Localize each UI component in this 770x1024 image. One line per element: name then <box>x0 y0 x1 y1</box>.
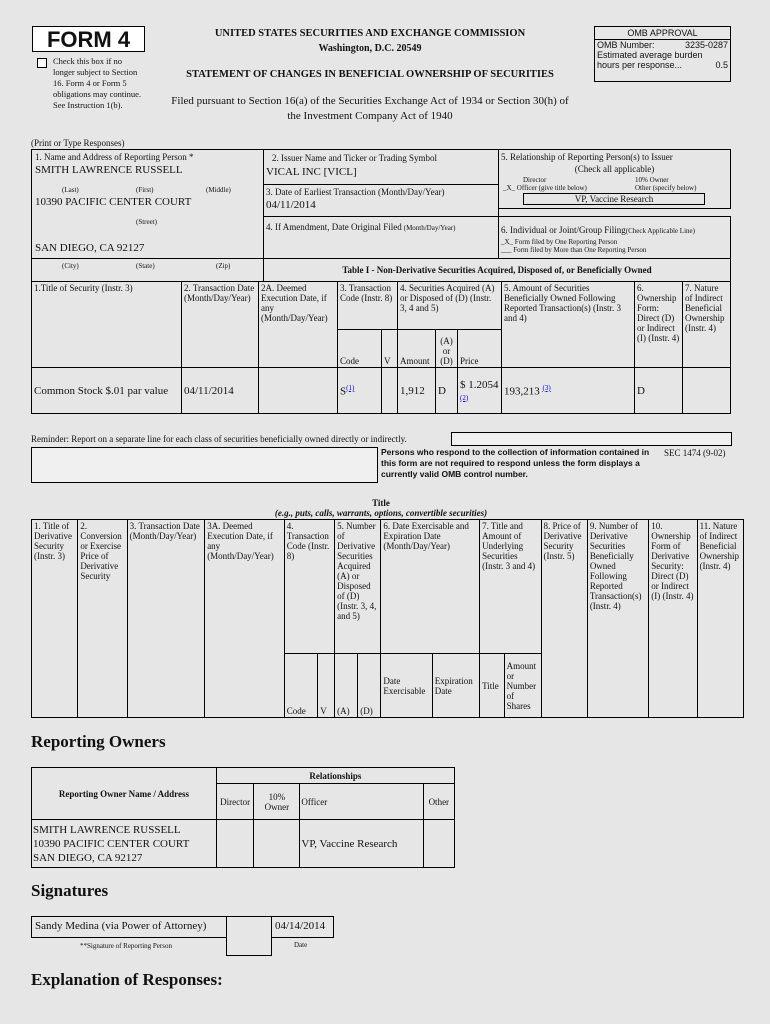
statement-title: STATEMENT OF CHANGES IN BENEFICIAL OWNERSHIP OF SECURITIES <box>186 69 554 80</box>
reporting-owners-table <box>31 767 455 868</box>
print-note: (Print or Type Responses) <box>31 138 125 148</box>
omb-burden: Estimated average burden <box>597 50 703 60</box>
t1-aord: (A) or (D) <box>436 330 458 368</box>
ro-relationships: Relationships <box>216 768 454 784</box>
box5-label: 5. Relationship of Reporting Person(s) to Issuer <box>501 152 673 162</box>
box-3 <box>263 184 499 217</box>
box-5 <box>498 149 731 209</box>
table1-title-cell <box>263 258 731 282</box>
t1-h6: 6. Ownership Form: Direct (D) or Indirect (I) (Instr. 4) <box>635 282 683 368</box>
explanation-heading: Explanation of Responses: <box>31 970 223 989</box>
ro-owner-addr1: 10390 PACIFIC CENTER COURT <box>33 837 190 850</box>
signature-label: **Signature of Reporting Person <box>80 942 172 950</box>
t1-code: Code <box>338 330 382 368</box>
box2-label: 2. Issuer Name and Ticker or Trading Symbol <box>272 153 437 163</box>
table-1 <box>31 281 731 414</box>
ro-owner-officer: VP, Vaccine Research <box>300 820 423 868</box>
t2-d: (D) <box>358 654 381 718</box>
reporting-city: SAN DIEGO, CA 92127 <box>35 242 145 254</box>
middle-label: (Middle) <box>206 186 231 194</box>
director-option: Director <box>523 176 547 184</box>
reporting-owners-heading: Reporting Owners <box>31 732 166 751</box>
filed-line-1: Filed pursuant to Section 16(a) of the Securities Exchange Act of 1934 or Section 30(h) of <box>171 95 569 107</box>
t1-row-title: Common Stock $.01 par value <box>32 368 182 414</box>
ro-officer: Officer <box>300 784 423 820</box>
t1-row-code: S <box>340 385 347 398</box>
sec-code: SEC 1474 (9-02) <box>664 448 726 458</box>
table-2 <box>31 519 744 718</box>
filed-line-2: the Investment Company Act of 1940 <box>287 110 453 122</box>
t1-amount: Amount <box>398 330 436 368</box>
checkbox-text: Check this box if no longer subject to Section 16. Form 4 or Form 5 obligations may continue. See Instruction 1(b). <box>53 56 142 110</box>
table-row <box>32 368 731 414</box>
t2-h4: 4. Transaction Code (Instr. 8) <box>284 520 334 654</box>
t2-h7: 7. Title and Amount of Underlying Securities (Instr. 3 and 4) <box>480 520 541 654</box>
omb-box <box>594 26 731 82</box>
t2-code: Code <box>284 654 318 718</box>
t1-row-form: D <box>635 368 683 414</box>
box-4 <box>263 216 499 259</box>
issuer-name: VICAL INC [VICL] <box>266 166 357 178</box>
agency-name: UNITED STATES SECURITIES AND EXCHANGE COMMISSION <box>214 28 526 39</box>
ro-owner10: 10% Owner <box>254 784 300 820</box>
t2-h3a: 3A. Deemed Execution Date, if any (Month/Day/Year) <box>205 520 285 718</box>
t1-h2a: 2A. Deemed Execution Date, if any (Month/Day/Year) <box>259 282 338 368</box>
city-label: (City) <box>62 262 79 270</box>
omb-hours-label: hours per response... <box>597 60 683 70</box>
t2-h11: 11. Nature of Indirect Beneficial Ownership (Instr. 4) <box>697 520 743 718</box>
blank-box <box>31 447 378 483</box>
reminder-text: Reminder: Report on a separate line for each class of securities beneficially owned directly or indirectly. <box>31 434 407 444</box>
checkbox[interactable] <box>37 58 47 68</box>
t2-h9: 9. Number of Derivative Securities Beneficially Owned Following Reported Transaction(s) (Instr. 4) <box>587 520 648 718</box>
table-row <box>32 820 455 868</box>
table2-subtitle: (e.g., puts, calls, warrants, options, convertible securities) <box>274 508 488 518</box>
t1-row-aord: D <box>436 368 458 414</box>
one-person-option: _X_ Form filed by One Reporting Person <box>501 238 618 246</box>
zip-label: (Zip) <box>216 262 231 270</box>
t1-h4: 4. Securities Acquired (A) or Disposed of (D) (Instr. 3, 4 and 5) <box>398 282 502 330</box>
reporting-address: 10390 PACIFIC CENTER COURT <box>35 196 192 208</box>
t1-v: V <box>382 330 398 368</box>
signature-spacer <box>226 916 272 956</box>
more-persons-option: ___ Form filed by More than One Reporting Person <box>501 246 647 254</box>
t2-h2: 2. Conversion or Exercise Price of Derivative Security <box>78 520 127 718</box>
ro-director: Director <box>216 784 254 820</box>
t1-row-code-fn[interactable]: (1) <box>346 383 355 392</box>
reporting-person-name: SMITH LAWRENCE RUSSELL <box>35 164 183 176</box>
t1-row-date: 04/11/2014 <box>182 368 259 414</box>
table1-title: Table I - Non-Derivative Securities Acquired, Disposed of, or Beneficially Owned <box>342 265 652 275</box>
t1-h2: 2. Transaction Date (Month/Day/Year) <box>182 282 259 368</box>
date-label: Date <box>294 941 308 949</box>
form-title-box <box>32 26 145 52</box>
t2-exp: Expiration Date <box>432 654 479 718</box>
other-option: Other (specify below) <box>635 184 697 192</box>
first-label: (First) <box>136 186 154 194</box>
agency-city: Washington, D.C. 20549 <box>318 43 422 54</box>
omb-number-label: OMB Number: <box>597 40 655 50</box>
owner10-option: 10% Owner <box>635 176 669 184</box>
t1-h3: 3. Transaction Code (Instr. 8) <box>338 282 398 330</box>
box3-label: 3. Date of Earliest Transaction (Month/Day/Year) <box>266 187 445 197</box>
signature-name: Sandy Medina (via Power of Attorney) <box>35 920 207 932</box>
omb-number: 3235-0287 <box>684 40 728 50</box>
box4-label-small: (Month/Day/Year) <box>403 224 456 232</box>
t1-price: Price <box>458 330 502 368</box>
t2-h6: 6. Date Exercisable and Expiration Date (Month/Day/Year) <box>381 520 480 654</box>
omb-hours: 0.5 <box>715 60 728 70</box>
ro-other: Other <box>423 784 454 820</box>
signature-date-cell <box>271 916 334 938</box>
t1-row-price-fn[interactable]: (2) <box>460 393 469 402</box>
t2-amount: Amount or Number of Shares <box>504 654 541 718</box>
box-6 <box>498 216 731 259</box>
t1-row-price: $ 1.2054 <box>460 378 499 391</box>
table2-title: Title <box>372 498 390 508</box>
box-1-citystatezip <box>31 258 264 282</box>
street-label: (Street) <box>136 218 157 226</box>
box-1 <box>31 149 264 259</box>
officer-title: VP, Vaccine Research <box>523 193 705 205</box>
signature-name-cell <box>31 916 227 938</box>
ro-owner-name: SMITH LAWRENCE RUSSELL <box>33 823 181 836</box>
box6-label-small: (Check Applicable Line) <box>625 227 695 235</box>
ro-col-name: Reporting Owner Name / Address <box>32 768 217 820</box>
t1-h5: 5. Amount of Securities Beneficially Owned Following Reported Transaction(s) (Instr. 3 and 4) <box>502 282 635 368</box>
t2-h5: 5. Number of Derivative Securities Acquired (A) or Disposed of (D) (Instr. 3, 4, and 5) <box>335 520 381 654</box>
t2-date-ex: Date Exercisable <box>381 654 432 718</box>
persons-notice: Persons who respond to the collection of information contained in this form are not required to respond unless the form displays a currently valid OMB control number. <box>381 447 650 479</box>
t2-h3: 3. Transaction Date (Month/Day/Year) <box>127 520 205 718</box>
officer-option: _X_ Officer (give title below) <box>503 184 587 192</box>
ro-owner-addr2: SAN DIEGO, CA 92127 <box>33 851 143 864</box>
box-2 <box>263 149 499 185</box>
t2-h1: 1. Title of Derivative Security (Instr. 3) <box>32 520 78 718</box>
omb-title: OMB APPROVAL <box>595 27 730 40</box>
box1-label: 1. Name and Address of Reporting Person * <box>35 152 194 162</box>
t1-h7: 7. Nature of Indirect Beneficial Ownership (Instr. 4) <box>683 282 731 368</box>
t1-row-owned-fn[interactable]: (3) <box>542 383 551 392</box>
box5-sub: (Check all applicable) <box>574 164 655 174</box>
signature-date: 04/14/2014 <box>275 920 326 932</box>
earliest-date: 04/11/2014 <box>266 199 316 211</box>
box6-label: 6. Individual or Joint/Group Filing <box>501 225 626 235</box>
last-label: (Last) <box>62 186 79 194</box>
reminder-box <box>451 432 732 446</box>
t1-row-owned: 193,213 <box>504 385 540 398</box>
form-title: FORM 4 <box>46 27 131 52</box>
t2-h8: 8. Price of Derivative Security (Instr. 5) <box>541 520 587 718</box>
signatures-heading: Signatures <box>31 881 109 900</box>
state-label: (State) <box>136 262 155 270</box>
box4-label: 4. If Amendment, Date Original Filed <box>266 222 402 232</box>
t2-title: Title <box>480 654 505 718</box>
t2-v: V <box>318 654 335 718</box>
t2-a: (A) <box>335 654 358 718</box>
t1-h1: 1.Title of Security (Instr. 3) <box>32 282 182 368</box>
t1-row-amount: 1,912 <box>398 368 436 414</box>
t2-h10: 10. Ownership Form of Derivative Security: Direct (D) or Indirect (I) (Instr. 4) <box>649 520 697 718</box>
